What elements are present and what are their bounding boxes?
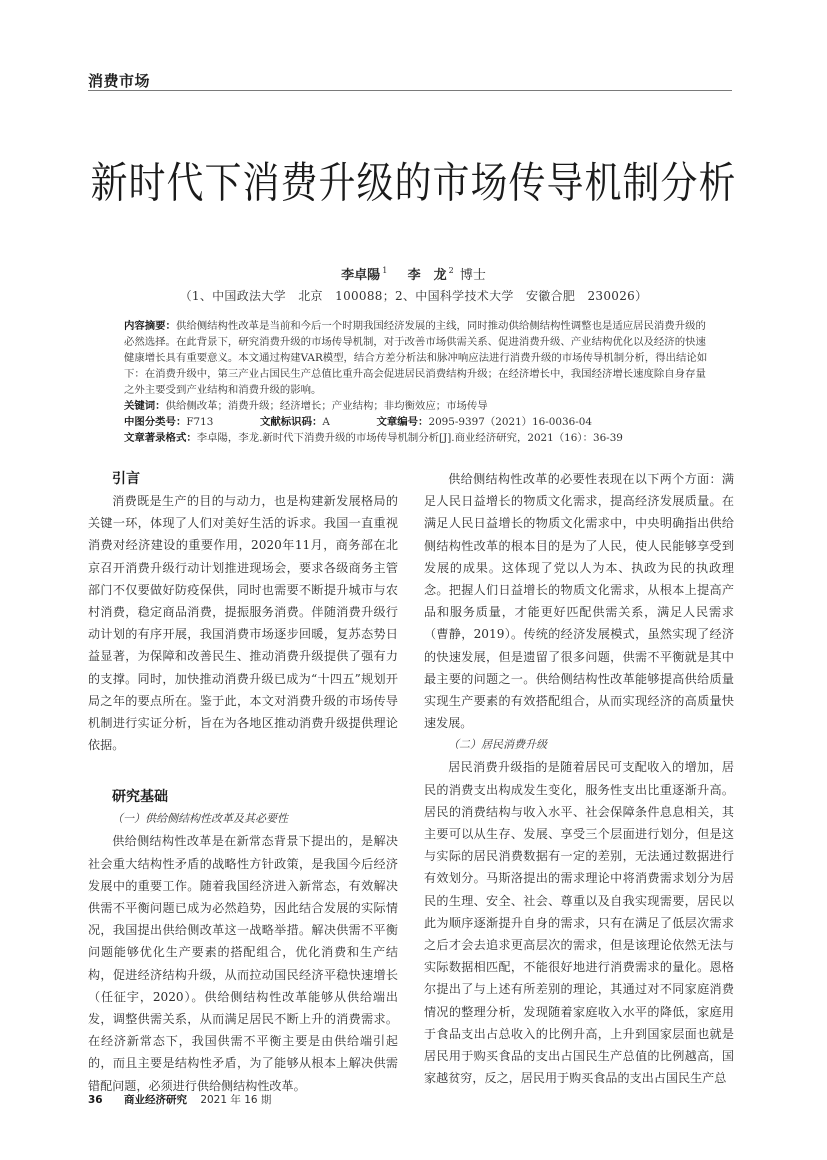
keywords-text: 供给侧改革；消费升级；经济增长；产业结构；非均衡效应；市场传导 xyxy=(165,400,488,412)
paragraph: 消费既是生产的目的与动力，也是构建新发展格局的关键一环，体现了人们对美好生活的诉求。我国一直重视消费对经济建设的重要作用，2020年11月，商务部在北京召开消费升级行动计划推进现场会，要求各级商务主管部门不仅要做好防疫保供，同时也需要不断提升城市与农村消费，稳定商品消费，提振服务消费。伴随消费升级行动计划的有序开展，我国消费市场逐步回暖，复苏态势日益显著，为保障和改善民生、推动消费升级提供了强有力的支撑。同时，加快推动消费升级已成为“十四五”规划开局之年的要点所在。鉴于此，本文对消费升级的市场传导机制进行实证分析，旨在为各地区推动消费升级提供理论依据。 xyxy=(88,494,398,753)
subsection-heading: （一）供给侧结构性改革及其必要性 xyxy=(112,812,288,826)
author-name: 李卓陽 xyxy=(341,268,381,283)
citation-text: 李卓陽，李龙.新时代下消费升级的市场传导机制分析[J].商业经济研究，2021（16）：36-39 xyxy=(196,432,623,444)
author-title: 博士 xyxy=(459,268,486,283)
header-rule xyxy=(88,90,732,91)
section-heading-basis: 研究基础 xyxy=(112,789,168,806)
paragraph: 供给侧结构性改革的必要性表现在以下两个方面：满足人民日益增长的物质文化需求，提高经济发展质量。在满足人民日益增长的物质文化需求中，中央明确指出供给侧结构性改革的根本目的是为了人民，使人民能够享受到发展的成果。这体现了党以人为本、执政为民的执政理念。把握人们日益增长的物质文化需求，从根本上提高产品和服务质量，才能更好匹配供需关系，满足人民需求（曹静，2019）。传统的经济发展模式，虽然实现了经济的快速发展，但是遗留了很多问题，供需不平衡就是其中最主要的问题之一。供给侧结构性改革能够提高供给质量实现生产要素的有效搭配组合，从而实现经济的高质量快速发展。 xyxy=(424,472,734,731)
author-affil-marker: 1 xyxy=(382,266,388,275)
citation-row xyxy=(124,430,714,446)
abstract xyxy=(124,318,714,398)
article-no-label: 文章编号： xyxy=(376,416,429,428)
section-header: 消费市场 xyxy=(88,72,151,90)
affiliations: （1、中国政法大学 北京 100088；2、中国科学技术大学 安徽合肥 230026） xyxy=(179,289,648,303)
citation-label: 文章著录格式： xyxy=(124,432,197,444)
author-name: 李 龙 xyxy=(407,268,447,283)
article-title: 新时代下消费升级的市场传导机制分析 xyxy=(90,158,737,208)
clc-label: 中图分类号： xyxy=(124,416,187,428)
subsection-heading: （二）居民消费升级 xyxy=(448,738,547,752)
body-column-right xyxy=(424,468,734,1089)
page-number: 36 xyxy=(88,1094,103,1106)
section-heading-intro: 引言 xyxy=(112,471,140,487)
clc-value: F713 xyxy=(186,416,214,428)
issue-label: 2021 年 16 期 xyxy=(200,1094,272,1106)
doc-code-value: A xyxy=(322,416,330,428)
article-no-value: 2095-9397（2021）16-0036-04 xyxy=(428,416,592,428)
page-footer xyxy=(88,1092,271,1107)
article-meta xyxy=(124,318,714,446)
keywords xyxy=(124,398,714,414)
abstract-label: 内容摘要： xyxy=(124,320,176,332)
body-column-left xyxy=(88,468,398,1097)
author-line xyxy=(0,264,827,283)
journal-name: 商业经济研究 xyxy=(123,1094,187,1106)
classification-row xyxy=(124,414,714,430)
abstract-text: 供给侧结构性改革是当前和今后一个时期我国经济发展的主线，同时推动供给侧结构性调整也是适应居民消费升级的必然选择。在此背景下，研究消费升级的市场传导机制，对于改善市场供需关系、促进消费升级、产业结构优化以及经济的快速健康增长具有重要意义。本文通过构建VAR模型，结合方差分析法和脉冲响应法进行消费升级的市场传导机制分析，得出结论如下：在消费升级中，第三产业占国民生产总值比重升高会促进居民消费结构升级；在经济增长中，我国经济增长速度除自身存量之外主要受到产业结构和消费升级的影响。 xyxy=(124,320,708,396)
doc-code-label: 文献标识码： xyxy=(260,416,323,428)
paragraph: 居民消费升级指的是随着居民可支配收入的增加，居民的消费支出构成发生变化，服务性支出比重逐渐升高。居民的消费结构与收入水平、社会保障条件息息相关，其主要可以从生存、发展、享受三个层面进行划分，但是这与实际的居民消费数据有一定的差别，无法通过数据进行有效划分。马斯洛提出的需求理论中将消费需求划分为居民的生理、安全、社会、尊重以及自我实现需要，居民以此为顺序逐渐提升自身的需求，只有在满足了低层次需求之后才会去追求更高层次的需求，但是该理论依然无法与实际数据相匹配，不能很好地进行消费需求的量化。恩格尔提出了与上述有所差别的理论，其通过对不同家庭消费情况的整理分析，发现随着家庭收入水平的降低，家庭用于食品支出占总收入的比例升高，上升到国家层面也就是居民用于购买食品的支出占国民生产总值的比例越高，国家越贫穷，反之，居民用于购买食品的支出占国民生产总 xyxy=(424,760,734,1086)
keywords-label: 关键词： xyxy=(124,400,166,412)
paragraph: 供给侧结构性改革是在新常态背景下提出的，是解决社会重大结构性矛盾的战略性方针政策，是我国今后经济发展中的重要工作。随着我国经济进入新常态，有效解决供需不平衡问题已成为必然趋势，因此结合发展的实际情况，我国提出供给侧改革这一战略举措。解决供需不平衡问题能够优化生产要素的搭配组合，优化消费和生产结构，促进经济结构升级，从而拉动国民经济平稳快速增长（任征宇，2020）。供给侧结构性改革能够从供给端出发，调整供需关系，从而满足居民不断上升的消费需求。在经济新常态下，我国供需不平衡主要是由供给端引起的，而且主要是结构性矛盾，为了能够从根本上解决供需错配问题，必须进行供给侧结构性改革。 xyxy=(88,834,398,1093)
author-affil-marker: 2 xyxy=(448,266,454,275)
